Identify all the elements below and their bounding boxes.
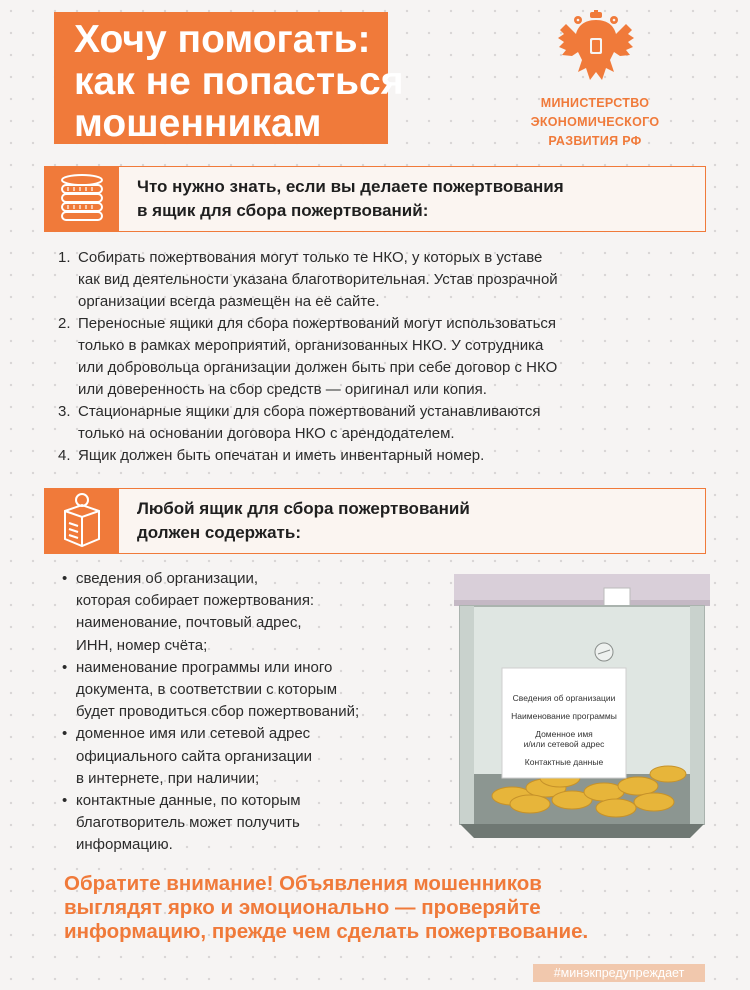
list-item: 1. Собирать пожертвования могут только те НКО, у которых в уставе как вид деятельности указана благотворительная. Устав прозрачной организации всегда размещён на её сайте. — [58, 249, 558, 310]
list-item: • сведения об организации, которая собирает пожертвования: наименование, почтовый адрес, ИНН, номер счёта; — [62, 570, 315, 654]
list-item: 4. Ящик должен быть опечатан и иметь инвентарный номер. — [58, 447, 485, 464]
list-item: • контактные данные, по которым благотворитель может получить информацию. — [62, 792, 301, 854]
label-line-5: Контактные данные — [524, 757, 604, 767]
label-line-2: Наименование программы — [511, 711, 617, 721]
section-2-heading-line-1: Любой ящик для сбора пожертвований — [137, 499, 470, 518]
list-item: 3. Стационарные ящики для сбора пожертвований устанавливаются только на основании договора НКО с арендодателем. — [58, 403, 541, 442]
list-item: • наименование программы или иного документа, в соответствии с которым будет проводиться сбор пожертвований; — [62, 658, 360, 721]
notice-line-2: выглядят ярко и эмоционально — проверяйте — [64, 896, 541, 919]
label-line-1: Сведения об организации — [512, 693, 616, 703]
ministry-line-1: МИНИСТЕРСТВО — [540, 96, 650, 110]
list-item: 2. Переносные ящики для сбора пожертвований могут использоваться только в рамках мероприятий, организованных НКО. У сотрудника или добровольца организации должен быть при себе договор с НКО или доверенность на сбор средств — оригинал или копия. — [58, 315, 558, 398]
ministry-line-3: РАЗВИТИЯ РФ — [548, 134, 642, 148]
double-headed-eagle-icon — [556, 10, 636, 88]
section-1-heading-line-1: Что нужно знать, если вы делаете пожертвования — [137, 177, 564, 196]
list-item: • доменное имя или сетевой адрес официального сайта организации в интернете, при наличии; — [62, 725, 313, 787]
section-1-heading-line-2: в ящик для сбора пожертвований: — [137, 201, 429, 220]
donation-box-icon — [45, 489, 119, 553]
title-line-3: мошенникам — [74, 102, 322, 145]
ministry-name — [500, 94, 690, 151]
box-lid — [454, 574, 710, 604]
section-1-header — [44, 166, 706, 232]
numbered-list — [58, 247, 698, 467]
title-line-1: Хочу помогать: — [74, 18, 371, 61]
bullet-list — [62, 568, 442, 857]
label-line-3: Доменное имя — [535, 729, 593, 739]
label-line-4: и/или сетевой адрес — [523, 739, 605, 749]
section-2-heading-line-2: должен содержать: — [137, 523, 301, 542]
donation-box-illustration — [454, 574, 710, 838]
notice-line-3: информацию, прежде чем сделать пожертвование. — [64, 920, 589, 943]
section-2-header — [44, 488, 706, 554]
notice-line-1: Обратите внимание! Объявления мошенников — [64, 872, 542, 895]
warning-notice — [64, 872, 744, 944]
hashtag-badge: #минэкпредупреждает — [533, 964, 705, 982]
title-banner — [54, 12, 404, 145]
ministry-line-2: ЭКОНОМИЧЕСКОГО — [530, 115, 660, 129]
title-line-2: как не попасться — [74, 60, 404, 103]
coins-stack-icon — [45, 167, 119, 231]
